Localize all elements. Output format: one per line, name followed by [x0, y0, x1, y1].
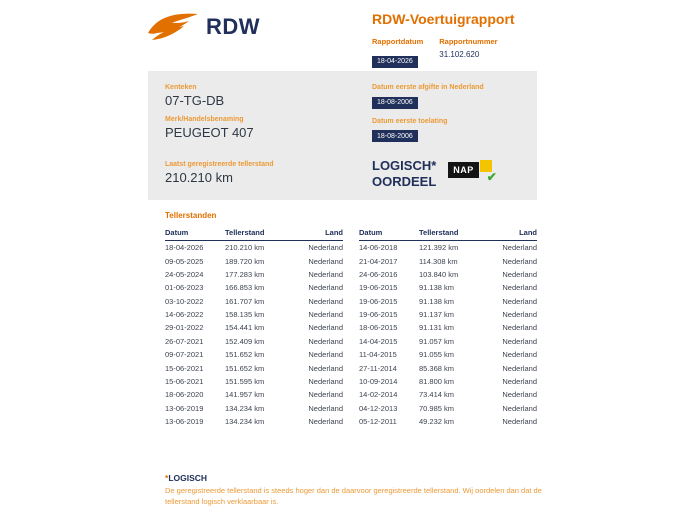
cell-datum: 19-06-2015: [359, 310, 398, 320]
rdw-logo: [147, 10, 260, 43]
table-row: [359, 361, 537, 374]
report-date-label: Rapportdatum: [372, 37, 424, 46]
table-row: [359, 241, 537, 255]
col-header-land: Land: [300, 226, 343, 241]
kenteken-label: Kenteken: [165, 84, 197, 91]
merk-label: Merk/Handelsbenaming: [165, 116, 244, 123]
cell-tellerstand: 81.800 km: [419, 376, 455, 386]
cell-tellerstand: 151.652 km: [225, 363, 265, 373]
cell-tellerstand: 210.210 km: [225, 243, 265, 253]
cell-tellerstand: 141.957 km: [225, 390, 265, 400]
table-row: [165, 388, 343, 401]
table-row: [359, 402, 537, 415]
table-row: [359, 375, 537, 388]
cell-datum: 29-01-2022: [165, 323, 204, 333]
cell-datum: 10-09-2014: [359, 376, 398, 386]
cell-tellerstand: 91.055 km: [419, 350, 455, 360]
rdw-logo-icon: [147, 10, 199, 43]
cell-land: Nederland: [308, 323, 343, 333]
table-row: [165, 281, 343, 294]
table-row: [165, 335, 343, 348]
table-row: [359, 415, 537, 428]
nap-check-icon: ✔: [486, 170, 497, 184]
cell-land: Nederland: [502, 363, 537, 373]
table-row: [165, 415, 343, 428]
cell-datum: 15-06-2021: [165, 363, 204, 373]
cell-tellerstand: 152.409 km: [225, 336, 265, 346]
table-row: [359, 308, 537, 321]
oordeel-line2: OORDEEL: [372, 174, 437, 190]
col-header-land: Land: [494, 226, 537, 241]
toelating-label: Datum eerste toelating: [372, 117, 448, 125]
cell-tellerstand: 158.135 km: [225, 310, 265, 320]
cell-land: Nederland: [308, 390, 343, 400]
report-number-block: [439, 37, 497, 68]
cell-land: Nederland: [502, 256, 537, 266]
table-row: [165, 308, 343, 321]
cell-land: Nederland: [308, 269, 343, 279]
cell-land: Nederland: [502, 269, 537, 279]
table-row: [165, 402, 343, 415]
cell-tellerstand: 134.234 km: [225, 403, 265, 413]
vehicle-identity: [165, 84, 274, 193]
col-header-tellerstand: Tellerstand: [419, 226, 494, 241]
tellerstanden-section: [165, 211, 537, 428]
report-number-value: 31.102.620: [439, 50, 480, 59]
cell-datum: 05-12-2011: [359, 417, 397, 427]
laatste-tellerstand-label: Laatst geregistreerde tellerstand: [165, 161, 274, 168]
cell-land: Nederland: [308, 376, 343, 386]
meter-table-left: [165, 226, 343, 428]
cell-datum: 18-06-2015: [359, 323, 398, 333]
cell-land: Nederland: [502, 310, 537, 320]
cell-land: Nederland: [502, 296, 537, 306]
cell-datum: 24-05-2024: [165, 269, 204, 279]
cell-datum: 18-06-2020: [165, 390, 204, 400]
table-row: [165, 295, 343, 308]
col-header-datum: Datum: [359, 226, 419, 241]
table-header-row: [165, 226, 343, 241]
cell-land: Nederland: [308, 350, 343, 360]
cell-datum: 19-06-2015: [359, 296, 398, 306]
toelating-value: 18-08-2006: [372, 130, 418, 142]
cell-datum: 14-06-2022: [165, 310, 204, 320]
cell-land: Nederland: [502, 283, 537, 293]
cell-tellerstand: 73.414 km: [419, 390, 455, 400]
cell-tellerstand: 91.138 km: [419, 296, 455, 306]
table-row: [165, 348, 343, 361]
cell-tellerstand: 114.308 km: [419, 256, 458, 266]
cell-tellerstand: 49.232 km: [419, 417, 455, 427]
cell-land: Nederland: [308, 243, 343, 253]
vehicle-summary-panel: [148, 71, 537, 200]
cell-tellerstand: 91.057 km: [419, 336, 455, 346]
table-row: [359, 281, 537, 294]
nap-logo-text: NAP: [448, 162, 479, 178]
cell-datum: 01-06-2023: [165, 283, 204, 293]
afgifte-label: Datum eerste afgifte in Nederland: [372, 84, 484, 91]
footnote-text: De geregistreerde tellerstand is steeds hoger dan de daarvoor geregistreerde tellerstand. Wij oordelen dan dat de tellerstand logisch verklaarbaar is.: [165, 486, 542, 506]
oordeel-line1: LOGISCH*: [372, 158, 437, 173]
cell-land: Nederland: [308, 296, 343, 306]
cell-land: Nederland: [308, 310, 343, 320]
cell-tellerstand: 70.985 km: [419, 403, 455, 413]
nap-logo: [448, 160, 497, 184]
table-row: [359, 388, 537, 401]
cell-datum: 14-06-2018: [359, 243, 398, 253]
cell-tellerstand: 151.652 km: [225, 350, 265, 360]
cell-tellerstand: 121.392 km: [419, 243, 459, 253]
table-row: [165, 375, 343, 388]
cell-tellerstand: 166.853 km: [225, 283, 265, 293]
tellerstanden-tables: [165, 226, 537, 428]
cell-land: Nederland: [502, 350, 537, 360]
merk-value: PEUGEOT 407: [165, 125, 254, 140]
afgifte-value: 18-08-2006: [372, 97, 418, 109]
meter-table-right: [359, 226, 537, 428]
footnote-marker: *: [165, 473, 169, 483]
oordeel-block: [372, 158, 534, 191]
cell-datum: 13-06-2019: [165, 403, 204, 413]
cell-datum: 09-05-2025: [165, 256, 204, 266]
cell-tellerstand: 91.138 km: [419, 283, 455, 293]
footnote-title: [165, 473, 547, 483]
cell-land: Nederland: [308, 403, 343, 413]
table-row: [359, 335, 537, 348]
cell-datum: 19-06-2015: [359, 283, 398, 293]
cell-tellerstand: 103.840 km: [419, 269, 459, 279]
report-title: RDW-Voertuigrapport: [372, 11, 515, 27]
report-header: [372, 11, 552, 68]
table-row: [165, 268, 343, 281]
report-meta: [372, 37, 552, 68]
cell-datum: 27-11-2014: [359, 363, 397, 373]
tellerstanden-title: Tellerstanden: [165, 211, 217, 220]
cell-tellerstand: 161.707 km: [225, 296, 265, 306]
cell-tellerstand: 134.234 km: [225, 417, 265, 427]
cell-datum: 26-07-2021: [165, 336, 204, 346]
cell-land: Nederland: [502, 336, 537, 346]
cell-land: Nederland: [502, 403, 537, 413]
cell-datum: 14-04-2015: [359, 336, 398, 346]
table-row: [165, 361, 343, 374]
table-row: [165, 321, 343, 334]
col-header-datum: Datum: [165, 226, 225, 241]
table-row: [165, 241, 343, 255]
rdw-logo-text: RDW: [206, 13, 261, 39]
cell-land: Nederland: [308, 256, 343, 266]
cell-land: Nederland: [502, 376, 537, 386]
table-row: [359, 321, 537, 334]
cell-tellerstand: 85.368 km: [419, 363, 455, 373]
report-date-value: 18-04-2026: [372, 56, 418, 68]
cell-tellerstand: 91.137 km: [419, 310, 455, 320]
kenteken-value: 07-TG-DB: [165, 93, 225, 108]
table-row: [359, 295, 537, 308]
cell-tellerstand: 189.720 km: [225, 256, 265, 266]
table-row: [359, 348, 537, 361]
table-row: [359, 254, 537, 267]
cell-land: Nederland: [502, 417, 537, 427]
vehicle-dates: [372, 84, 534, 191]
cell-datum: 11-04-2015: [359, 350, 397, 360]
cell-land: Nederland: [308, 363, 343, 373]
cell-datum: 18-04-2026: [165, 243, 204, 253]
cell-datum: 15-06-2021: [165, 376, 204, 386]
cell-land: Nederland: [502, 390, 537, 400]
footnote: [165, 473, 547, 508]
cell-land: Nederland: [308, 336, 343, 346]
cell-datum: 21-04-2017: [359, 256, 398, 266]
cell-datum: 09-07-2021: [165, 350, 204, 360]
table-header-row: [359, 226, 537, 241]
cell-tellerstand: 151.595 km: [225, 376, 265, 386]
table-row: [359, 268, 537, 281]
cell-land: Nederland: [308, 417, 343, 427]
laatste-tellerstand-value: 210.210 km: [165, 170, 233, 185]
report-number-label: Rapportnummer: [439, 37, 498, 46]
oordeel-text: [372, 158, 436, 191]
cell-land: Nederland: [308, 283, 343, 293]
meter-table-left-body: [165, 241, 343, 429]
cell-land: Nederland: [502, 243, 537, 253]
cell-datum: 24-06-2016: [359, 269, 398, 279]
panel-spacer: [165, 148, 274, 161]
cell-datum: 14-02-2014: [359, 390, 398, 400]
col-header-tellerstand: Tellerstand: [225, 226, 300, 241]
meter-table-right-body: [359, 241, 537, 429]
cell-tellerstand: 91.131 km: [419, 323, 455, 333]
cell-datum: 03-10-2022: [165, 296, 204, 306]
cell-land: Nederland: [502, 323, 537, 333]
table-row: [165, 254, 343, 267]
cell-datum: 04-12-2013: [359, 403, 398, 413]
cell-datum: 13-06-2019: [165, 417, 204, 427]
footnote-title-text: LOGISCH: [168, 473, 208, 483]
cell-tellerstand: 154.441 km: [225, 323, 265, 333]
cell-tellerstand: 177.283 km: [225, 269, 265, 279]
report-date-block: [372, 37, 423, 68]
